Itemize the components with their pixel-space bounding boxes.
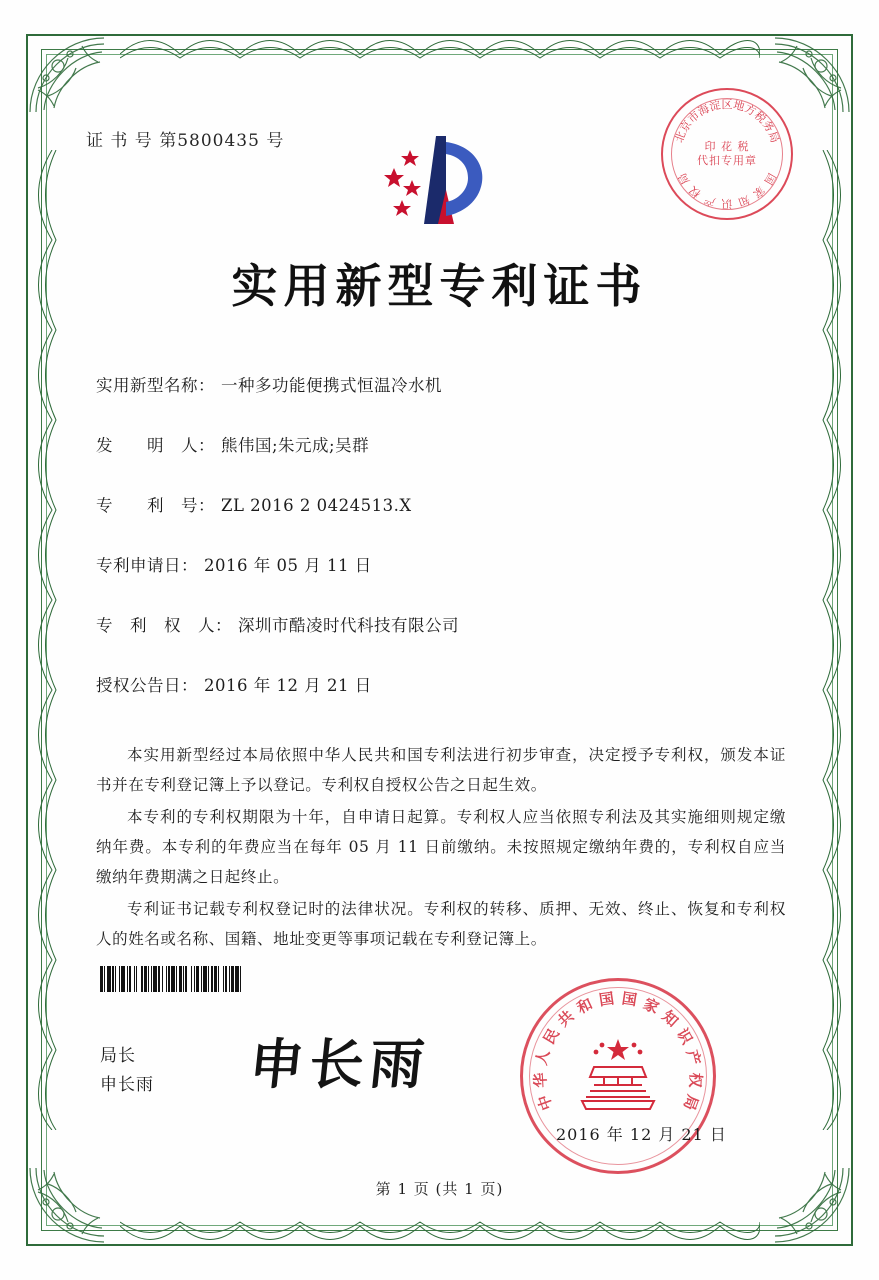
- field-row: [96, 492, 786, 516]
- seal-center-line2: 代扣专用章: [697, 154, 757, 167]
- field-label: 授权公告日：: [96, 676, 198, 695]
- director-name: 申长雨: [100, 1075, 154, 1095]
- field-value: 熊伟国;朱元成;吴群: [221, 436, 370, 455]
- director-block: [100, 1042, 154, 1100]
- seal-center-text: [661, 140, 793, 168]
- field-value: 一种多功能便携式恒温冷水机: [221, 376, 442, 395]
- field-label: 专 利 权 人：: [96, 616, 232, 635]
- corner-ornament-icon: [769, 1162, 855, 1248]
- tax-stamp-seal: 印 花 税 代扣专用章 北 京 市 海 淀 区 地 方 税 务 局 国 家 知 识 产 权 局: [661, 88, 793, 220]
- field-label: 发 明 人：: [96, 436, 215, 455]
- corner-ornament-icon: [24, 1162, 110, 1248]
- top-edge-ornament: [120, 30, 760, 60]
- field-value: 2016 年 05 月 11 日: [204, 556, 372, 575]
- field-value: 2016 年 12 月 21 日: [204, 676, 372, 695]
- paragraph: 本实用新型经过本局依照中华人民共和国专利法进行初步审查，决定授予专利权，颁发本证书并在专利登记簿上予以登记。专利权自授权公告之日起生效。: [96, 746, 786, 794]
- field-label: 专利申请日：: [96, 556, 198, 575]
- issue-date: 2016 年 12 月 21 日: [556, 1125, 727, 1144]
- barcode: [100, 966, 350, 992]
- paragraph: 专利证书记载专利权登记时的法律状况。专利权的转移、质押、无效、终止、恢复和专利权人的姓名或名称、国籍、地址变更等事项记载在专利登记簿上。: [96, 900, 786, 948]
- field-value: 深圳市酷凌时代科技有限公司: [238, 616, 459, 635]
- field-row: [96, 432, 786, 456]
- corner-ornament-icon: [24, 32, 110, 118]
- body-text: [96, 740, 786, 956]
- field-value: ZL 2016 2 0424513.X: [221, 496, 412, 515]
- page-title: 实用新型专利证书: [231, 259, 648, 313]
- page-footer: 第 1 页 (共 1 页): [375, 1180, 504, 1198]
- certificate-number: 证 书 号 第5800435 号: [86, 131, 285, 151]
- field-label: 专 利 号：: [96, 496, 215, 515]
- field-row: [96, 552, 786, 576]
- national-emblem-icon: [570, 1033, 666, 1119]
- field-row: [96, 372, 786, 396]
- director-label: 局长: [100, 1046, 136, 1066]
- field-list: [96, 372, 786, 732]
- field-label: 实用新型名称：: [96, 376, 215, 395]
- paragraph: 本专利的专利权期限为十年，自申请日起算。专利权人应当依照专利法及其实施细则规定缴纳年费。本专利的年费应当在每年 05 月 11 日前缴纳。未按照规定缴纳年费的，专利权自应当缴纳年费期满之日起终止。: [96, 808, 786, 886]
- field-row: [96, 612, 786, 636]
- field-row: [96, 672, 786, 696]
- seal-center-line1: 印 花 税: [704, 140, 750, 153]
- cnipa-logo-icon: [380, 128, 500, 240]
- official-seal: 中 华 人 民 共 和 国 国 家 知 识 产 权 局: [520, 978, 716, 1174]
- bottom-edge-ornament: [120, 1220, 760, 1250]
- director-signature: 申长雨: [246, 1032, 433, 1096]
